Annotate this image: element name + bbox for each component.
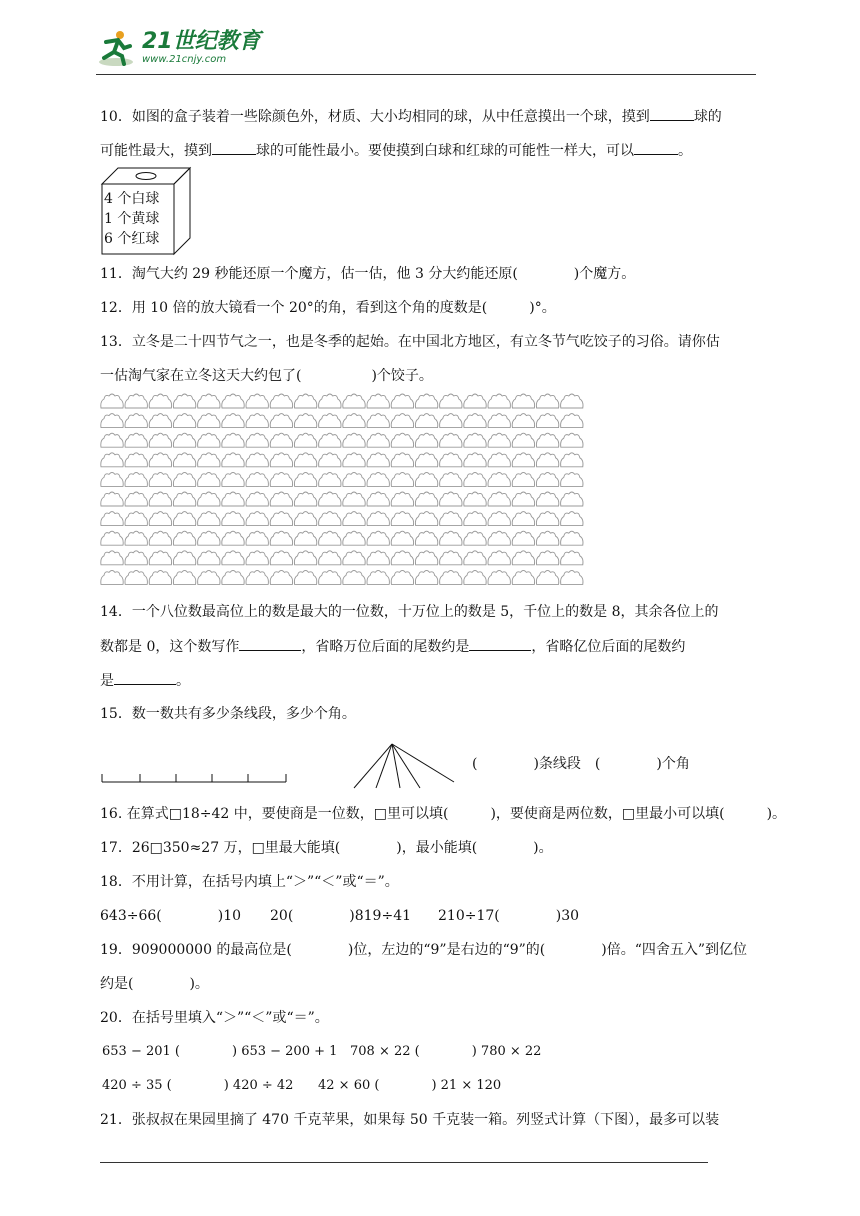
dumpling-icon (270, 531, 292, 545)
dumpling-icon (512, 570, 534, 584)
dumpling-icon (415, 414, 437, 428)
dumpling-icon (149, 512, 171, 526)
logo-title: 21世纪教育 (142, 29, 261, 54)
dumpling-icon (440, 414, 462, 428)
dumpling-icon (464, 472, 486, 486)
dumpling-icon (440, 394, 462, 408)
dumpling-icon (222, 394, 244, 408)
dumpling-icon (101, 414, 123, 428)
dumpling-icon (488, 472, 510, 486)
dumpling-icon (536, 551, 558, 565)
dumpling-icon (149, 472, 171, 486)
dumpling-icon (294, 512, 316, 526)
dumpling-icon (464, 492, 486, 506)
dumpling-icon (561, 472, 583, 486)
question-17: 17．26□350≈27 万，□里最大能填( )，最小能填( )。 (100, 840, 553, 856)
dumpling-icon (246, 492, 268, 506)
dumpling-icon (488, 570, 510, 584)
header-divider (96, 74, 756, 75)
dumpling-icon (198, 472, 220, 486)
dumpling-icon (512, 414, 534, 428)
dumpling-icon (222, 414, 244, 428)
dumpling-icon (270, 394, 292, 408)
dumpling-icon (343, 492, 365, 506)
dumpling-icon (488, 551, 510, 565)
dumpling-icon (125, 433, 147, 447)
dumpling-icon (536, 570, 558, 584)
question-18-item-2: 20( )819÷41 (270, 908, 412, 924)
dumpling-icon (561, 492, 583, 506)
dumpling-icon (536, 414, 558, 428)
dumpling-icon (319, 570, 341, 584)
dumpling-icon (149, 492, 171, 506)
dumpling-icon (198, 453, 220, 467)
question-11: 11．淘气大约 29 秒能还原一个魔方，估一估，他 3 分大约能还原( )个魔方。 (100, 266, 636, 282)
question-10-line-2: 可能性最大，摸到 球的可能性最小。要使摸到白球和红球的可能性一样大，可以 。 (100, 140, 692, 161)
dumpling-icon (512, 531, 534, 545)
dumpling-icon (536, 453, 558, 467)
dumpling-icon (319, 551, 341, 565)
dumpling-icon (149, 394, 171, 408)
dumpling-icon (270, 414, 292, 428)
dumpling-icon (440, 433, 462, 447)
dumpling-icon (149, 551, 171, 565)
dumpling-icon (391, 472, 413, 486)
dumpling-icon (125, 453, 147, 467)
question-20-item-2: 708 × 22 ( ) 780 × 22 (350, 1044, 542, 1059)
dumpling-icon (294, 570, 316, 584)
dumpling-icon (198, 492, 220, 506)
dumpling-icon (367, 531, 389, 545)
dumpling-icon (440, 453, 462, 467)
dumpling-icon (488, 531, 510, 545)
question-20-item-3: 420 ÷ 35 ( ) 420 ÷ 42 (102, 1078, 294, 1093)
dumpling-icon (246, 531, 268, 545)
dumpling-icon (343, 414, 365, 428)
dumpling-icon (198, 394, 220, 408)
dumpling-icon (198, 433, 220, 447)
dumpling-icon (149, 531, 171, 545)
question-13-line-1: 13．立冬是二十四节气之一，也是冬季的起始。在中国北方地区，有立冬节气吃饺子的习俗。请你估 (100, 334, 720, 350)
dumpling-icon (294, 453, 316, 467)
dumpling-icon (391, 394, 413, 408)
dumpling-icon (415, 531, 437, 545)
dumpling-icon (101, 570, 123, 584)
dumpling-icon (125, 551, 147, 565)
question-15: 15．数一数共有多少条线段，多少个角。 (100, 706, 356, 722)
dumpling-icon (488, 492, 510, 506)
question-20-item-4: 42 × 60 ( ) 21 × 120 (318, 1078, 502, 1093)
dumpling-icon (440, 531, 462, 545)
dumpling-icon (246, 472, 268, 486)
dumpling-icon (415, 492, 437, 506)
dumpling-icon (222, 570, 244, 584)
blank[interactable] (650, 106, 694, 121)
dumpling-icon (415, 394, 437, 408)
dumpling-icon (512, 472, 534, 486)
dumpling-icon (367, 433, 389, 447)
question-19-line-1: 19．909000000 的最高位是( )位，左边的“9”是右边的“9”的( )倍。“四舍五入”到亿位 (100, 942, 748, 958)
box-label-red: 6 个红球 (104, 231, 160, 247)
dumpling-icon (173, 551, 195, 565)
dumpling-icon (101, 472, 123, 486)
dumpling-icon (343, 531, 365, 545)
dumpling-icon (343, 570, 365, 584)
dumpling-icon (270, 512, 292, 526)
dumpling-icon (343, 551, 365, 565)
dumpling-icon (415, 453, 437, 467)
dumpling-icon (222, 531, 244, 545)
dumpling-icon (246, 394, 268, 408)
blank[interactable] (212, 140, 256, 155)
dumpling-icon (367, 570, 389, 584)
dumpling-icon (294, 394, 316, 408)
dumpling-icon (561, 570, 583, 584)
question-14-line-1: 14．一个八位数最高位上的数是最大的一位数，十万位上的数是 5，千位上的数是 8，其余各位上的 (100, 604, 719, 620)
dumpling-icon (270, 453, 292, 467)
dumpling-icon (391, 433, 413, 447)
dumpling-icon (198, 512, 220, 526)
dumpling-icon (343, 394, 365, 408)
dumpling-icon (246, 453, 268, 467)
dumpling-icon (561, 453, 583, 467)
dumpling-icon (464, 453, 486, 467)
dumpling-icon (101, 394, 123, 408)
angle-rays-figure (350, 742, 460, 792)
question-14-line-3: 是 。 (100, 670, 190, 691)
dumpling-icon (536, 512, 558, 526)
dumpling-icon (101, 492, 123, 506)
dumpling-icon (149, 433, 171, 447)
blank[interactable] (114, 670, 176, 685)
dumpling-icon (512, 492, 534, 506)
dumpling-icon (440, 492, 462, 506)
dumpling-icon (440, 512, 462, 526)
dumpling-icon (246, 570, 268, 584)
question-12: 12．用 10 倍的放大镜看一个 20°的角，看到这个角的度数是( )°。 (100, 300, 556, 316)
dumpling-icon (222, 453, 244, 467)
dumpling-icon (367, 453, 389, 467)
dumpling-icon (561, 531, 583, 545)
dumpling-icon (488, 433, 510, 447)
dumpling-icon (101, 551, 123, 565)
dumpling-icon (367, 472, 389, 486)
dumpling-icon (319, 472, 341, 486)
dumpling-icon (125, 492, 147, 506)
question-19-line-2: 约是( )。 (100, 976, 209, 992)
dumpling-icon (343, 472, 365, 486)
box-label-yellow: 1 个黄球 (104, 211, 160, 227)
dumpling-icon (488, 453, 510, 467)
dumpling-icon (367, 414, 389, 428)
dumpling-icon (391, 570, 413, 584)
dumpling-icon (415, 512, 437, 526)
dumpling-icon (561, 414, 583, 428)
dumpling-icon (101, 512, 123, 526)
dumpling-icon (198, 531, 220, 545)
dumpling-icon (294, 551, 316, 565)
dumpling-icon (294, 472, 316, 486)
dumpling-icon (246, 512, 268, 526)
dumpling-icon (319, 414, 341, 428)
question-18-item-3: 210÷17( )30 (438, 908, 580, 924)
dumpling-icon (149, 453, 171, 467)
dumpling-icon (391, 414, 413, 428)
dumpling-icon (173, 472, 195, 486)
dumpling-icon (391, 512, 413, 526)
dumpling-icon (440, 570, 462, 584)
dumpling-icon (222, 472, 244, 486)
dumpling-icon (222, 551, 244, 565)
dumpling-icon (512, 453, 534, 467)
dumpling-icon (319, 512, 341, 526)
dumpling-icon (488, 394, 510, 408)
question-13-line-2: 一估淘气家在立冬这天大约包了( )个饺子。 (100, 368, 433, 384)
dumpling-icon (319, 531, 341, 545)
dumpling-icon (270, 492, 292, 506)
dumpling-icon (294, 492, 316, 506)
box-label-white: 4 个白球 (104, 191, 160, 207)
question-18: 18．不用计算，在括号内填上“＞”“＜”或“＝”。 (100, 874, 399, 890)
page-header (96, 28, 756, 80)
dumpling-icon (561, 551, 583, 565)
dumpling-icon (536, 472, 558, 486)
dumpling-icon (464, 414, 486, 428)
dumpling-icon (512, 512, 534, 526)
logo (96, 28, 261, 68)
dumpling-icon (464, 531, 486, 545)
question-21: 21．张叔叔在果园里摘了 470 千克苹果，如果每 50 千克装一箱。列竖式计算（下图），最多可以装 (100, 1112, 720, 1128)
dumpling-icon (512, 551, 534, 565)
dumpling-icon (343, 453, 365, 467)
dumpling-icon (415, 551, 437, 565)
dumpling-icon (488, 414, 510, 428)
dumpling-icon (464, 394, 486, 408)
dumpling-icon (536, 492, 558, 506)
dumpling-icon (415, 570, 437, 584)
dumpling-icon (173, 453, 195, 467)
dumpling-icon (488, 512, 510, 526)
dumpling-icon (561, 512, 583, 526)
dumpling-icon (246, 551, 268, 565)
dumpling-icon (440, 551, 462, 565)
dumpling-icon (512, 433, 534, 447)
dumpling-icon (270, 433, 292, 447)
dumpling-icon (561, 433, 583, 447)
dumpling-grid (100, 392, 588, 592)
dumpling-icon (173, 512, 195, 526)
dumpling-icon (173, 531, 195, 545)
dumpling-icon (125, 512, 147, 526)
dumpling-icon (125, 394, 147, 408)
dumpling-icon (343, 433, 365, 447)
dumpling-icon (367, 492, 389, 506)
dumpling-icon (173, 394, 195, 408)
dumpling-icon (464, 512, 486, 526)
dumpling-icon (101, 433, 123, 447)
dumpling-icon (198, 570, 220, 584)
dumpling-icon (391, 492, 413, 506)
runner-logo-icon (96, 28, 136, 68)
dumpling-icon (391, 551, 413, 565)
question-18-item-1: 643÷66( )10 (100, 908, 242, 924)
dumpling-icon (270, 551, 292, 565)
dumpling-icon (464, 433, 486, 447)
dumpling-icon (198, 551, 220, 565)
dumpling-icon (246, 414, 268, 428)
dumpling-icon (343, 512, 365, 526)
question-16: 16. 在算式□18÷42 中，要使商是一位数，□里可以填( )，要使商是两位数，□里最小可以填( )。 (100, 806, 787, 822)
dumpling-icon (173, 570, 195, 584)
footer-divider (100, 1162, 708, 1163)
dumpling-icon (415, 433, 437, 447)
dumpling-icon (464, 551, 486, 565)
dumpling-icon (149, 414, 171, 428)
dumpling-icon (125, 414, 147, 428)
dumpling-icon (270, 570, 292, 584)
dumpling-icon (536, 394, 558, 408)
segment-line-figure (100, 770, 290, 786)
dumpling-icon (294, 414, 316, 428)
question-14-line-2: 数都是 0，这个数写作 ，省略万位后面的尾数约是 ，省略亿位后面的尾数约 (100, 636, 685, 657)
question-15-answer: ( )条线段 ( )个角 (472, 756, 690, 772)
dumpling-icon (440, 472, 462, 486)
dumpling-icon (367, 394, 389, 408)
dumpling-icon (173, 492, 195, 506)
dumpling-icon (464, 570, 486, 584)
dumpling-icon (173, 414, 195, 428)
ball-box-figure (100, 166, 192, 256)
dumpling-icon (125, 472, 147, 486)
dumpling-icon (319, 433, 341, 447)
dumpling-icon (536, 531, 558, 545)
dumpling-icon (536, 433, 558, 447)
dumpling-icon (125, 531, 147, 545)
dumpling-icon (391, 453, 413, 467)
question-20: 20．在括号里填入“＞”“＜”或“＝”。 (100, 1010, 329, 1026)
question-10-line-1: 10．如图的盒子装着一些除颜色外，材质、大小均相同的球，从中任意摸出一个球，摸到 球的 (100, 106, 722, 127)
dumpling-icon (319, 453, 341, 467)
dumpling-icon (391, 531, 413, 545)
dumpling-icon (367, 551, 389, 565)
dumpling-icon (319, 492, 341, 506)
dumpling-icon (198, 414, 220, 428)
dumpling-icon (222, 433, 244, 447)
dumpling-icon (222, 492, 244, 506)
dumpling-icon (246, 433, 268, 447)
dumpling-icon (173, 433, 195, 447)
dumpling-icon (294, 531, 316, 545)
dumpling-icon (101, 453, 123, 467)
logo-url: www.21cnjy.com (142, 54, 227, 65)
dumpling-icon (512, 394, 534, 408)
blank[interactable] (239, 636, 301, 651)
question-20-item-1: 653 − 201 ( ) 653 − 200 + 1 (102, 1044, 338, 1059)
dumpling-icon (319, 394, 341, 408)
blank[interactable] (634, 140, 678, 155)
dumpling-icon (270, 472, 292, 486)
dumpling-icon (149, 570, 171, 584)
dumpling-icon (101, 531, 123, 545)
dumpling-icon (222, 512, 244, 526)
dumpling-icon (561, 394, 583, 408)
dumpling-icon (294, 433, 316, 447)
dumpling-icon (125, 570, 147, 584)
dumpling-icon (415, 472, 437, 486)
dumpling-icon (367, 512, 389, 526)
blank[interactable] (469, 636, 531, 651)
